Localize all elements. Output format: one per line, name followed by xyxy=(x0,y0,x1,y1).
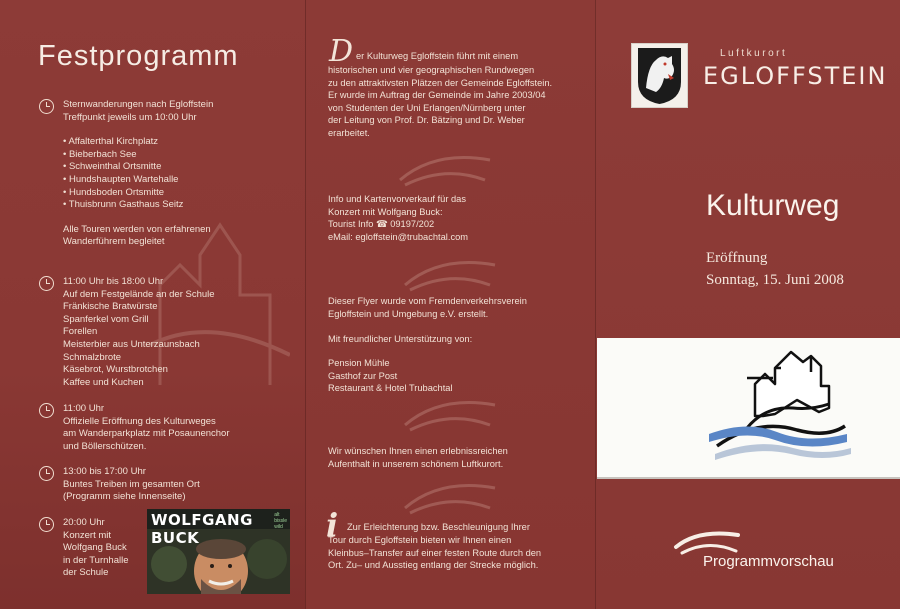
info-line: Tourist Info ☎ 09197/202 xyxy=(328,219,435,230)
program-line: Buntes Treiben im gesamten Ort xyxy=(63,478,200,490)
poster-tag-line: alt xyxy=(274,512,280,518)
transfer-line: Ort. Zu– und Ausstieg entlang der Strecke möglich. xyxy=(328,560,539,571)
fold-line xyxy=(595,0,596,609)
coat-of-arms-logo xyxy=(631,43,688,108)
program-line: Treffpunkt jeweils um 10:00 Uhr xyxy=(63,111,197,123)
program-block-festival xyxy=(63,276,215,389)
poster-tag-line: bissle xyxy=(274,518,287,524)
castle-logo-icon xyxy=(597,338,900,477)
program-location: • Hundsboden Ortsmitte xyxy=(63,186,165,198)
welcome-wish xyxy=(328,445,508,470)
transfer-line: Kleinbus–Transfer auf einer festen Route durch den xyxy=(328,547,542,558)
cover-footer: Programmvorschau xyxy=(703,553,834,570)
sponsor-item: Gasthof zur Post xyxy=(328,370,398,381)
info-email: eMail: egloffstein@trubachtal.com xyxy=(328,231,469,242)
program-line: 13:00 bis 17:00 Uhr xyxy=(63,466,146,477)
swirl-icon xyxy=(400,478,500,518)
swirl-icon xyxy=(400,255,500,295)
credit-line: Dieser Flyer wurde vom Fremdenverkehrsverein xyxy=(328,296,527,306)
credit-line: Egloffstein und Umgebung e.V. erstellt. xyxy=(328,308,489,319)
program-line: 20:00 Uhr xyxy=(63,517,105,528)
program-line: Alle Touren werden von erfahrenen xyxy=(63,223,211,235)
program-block-concert xyxy=(63,517,128,580)
program-line: Schmalzbrote xyxy=(63,351,122,363)
program-location: • Schweinthal Ortsmitte xyxy=(63,161,162,173)
intro-line-first: er Kulturweg Egloffstein führt mit einem xyxy=(356,51,519,61)
swirl-icon xyxy=(400,395,500,435)
intro-line: zu den attraktivsten Plätzen der Gemeinde Egloffstein. xyxy=(328,77,553,88)
program-line: Konzert mit xyxy=(63,529,112,541)
concert-poster-image xyxy=(147,509,290,594)
dog-crest-icon xyxy=(632,44,687,107)
program-line: Sternwanderungen nach Egloffstein xyxy=(63,99,214,110)
intro-line: historischen und vier geographischen Rundwegen xyxy=(328,65,535,75)
program-block-hikes xyxy=(63,99,213,249)
intro-line: von Studenten der Uni Erlangen/Nürnberg unter xyxy=(328,102,526,113)
ticket-info xyxy=(328,193,468,243)
program-block-opening xyxy=(63,403,230,453)
clock-icon xyxy=(39,99,54,114)
program-line: Wanderführern begleitet xyxy=(63,236,165,248)
cover-event: Eröffnung xyxy=(706,250,768,266)
logo-title: EGLOFFSTEIN xyxy=(703,62,888,90)
info-line: Konzert mit Wolfgang Buck: xyxy=(328,206,443,217)
transfer-line: Tour durch Egloffstein bieten wir Ihnen einen xyxy=(328,535,512,545)
program-line: Offizielle Eröffnung des Kulturweges xyxy=(63,415,216,427)
program-line: Spanferkel vom Grill xyxy=(63,313,149,325)
program-line: Meisterbier aus Unterzaunsbach xyxy=(63,338,200,350)
intro-dropcap: D xyxy=(329,34,354,69)
program-line: 11:00 Uhr bis 18:00 Uhr xyxy=(63,276,164,287)
program-line: Auf dem Festgelände an der Schule xyxy=(63,288,215,300)
clock-icon xyxy=(39,517,54,532)
sponsor-list xyxy=(328,357,453,395)
poster-tag-line: wild xyxy=(274,524,283,530)
poster-name: WOLFGANG BUCK xyxy=(151,511,253,547)
intro-line: der Leitung von Prof. Dr. Bätzing und Dr. Weber xyxy=(328,115,525,126)
cover-date: Sonntag, 15. Juni 2008 xyxy=(706,272,844,288)
clock-icon xyxy=(39,466,54,481)
swirl-icon xyxy=(395,150,495,190)
program-line: Kaffee und Kuchen xyxy=(63,376,144,388)
poster-tagline xyxy=(274,512,287,530)
program-block-afternoon xyxy=(63,466,200,504)
program-location: • Bieberbach See xyxy=(63,148,137,160)
wish-line: Aufenthalt in unserem schönem Luftkurort. xyxy=(328,458,504,469)
program-line: und Böllerschützen. xyxy=(63,440,147,452)
cover-title: Kulturweg xyxy=(706,189,840,222)
program-location: • Thuisbrunn Gasthaus Seitz xyxy=(63,199,184,211)
program-line: am Wanderparkplatz mit Posaunenchor xyxy=(63,428,230,440)
logo-subtitle: Luftkurort xyxy=(720,48,788,59)
intro-line: erarbeitet. xyxy=(328,127,370,138)
festprogramm-title: Festprogramm xyxy=(38,40,239,72)
info-line: Info und Kartenvorverkauf für das xyxy=(328,194,466,204)
program-location: • Affalterthal Kirchplatz xyxy=(63,136,159,148)
castle-illustration xyxy=(597,338,900,479)
support-label: Mit freundlicher Unterstützung von: xyxy=(328,334,473,344)
sponsor-item: Restaurant & Hotel Trubachtal xyxy=(328,383,453,394)
program-line: der Schule xyxy=(63,567,109,579)
wish-line: Wir wünschen Ihnen einen erlebnissreichen xyxy=(328,446,508,456)
program-line: Fränkische Bratwürste xyxy=(63,301,158,313)
clock-icon xyxy=(39,403,54,418)
program-line: in der Turnhalle xyxy=(63,554,129,566)
info-icon: i xyxy=(326,506,339,544)
program-line: (Programm siehe Innenseite) xyxy=(63,491,186,503)
program-line: Wolfgang Buck xyxy=(63,542,127,554)
clock-icon xyxy=(39,276,54,291)
program-line: 11:00 Uhr xyxy=(63,403,105,414)
transfer-line-first: Zur Erleichterung bzw. Beschleunigung Ihrer xyxy=(347,522,530,532)
sponsor-item: Pension Mühle xyxy=(328,358,390,368)
program-line: Käsebrot, Wurstbrotchen xyxy=(63,364,168,376)
intro-line: Er wurde im Auftrag der Gemeinde im Jahre 2003/04 xyxy=(328,90,546,101)
flyer-credit xyxy=(328,295,527,320)
program-location: • Hundshaupten Wartehalle xyxy=(63,173,179,185)
fold-line xyxy=(305,0,306,609)
intro-paragraph xyxy=(328,64,552,140)
program-line: Forellen xyxy=(63,326,98,338)
transfer-paragraph xyxy=(328,534,541,572)
